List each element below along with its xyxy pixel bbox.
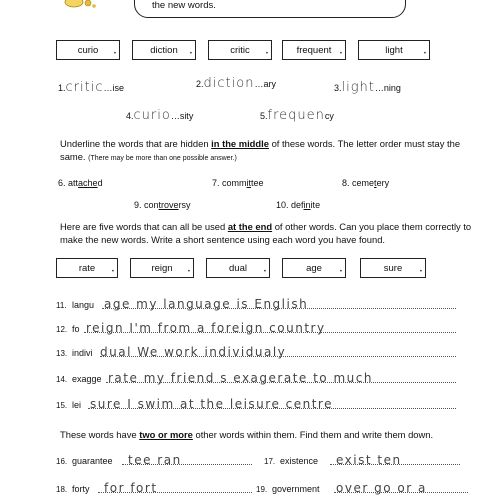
- word-box-label: dual: [229, 262, 247, 274]
- handwritten-answer: reign I'm from a foreign country: [86, 321, 326, 335]
- word-box: critic •: [208, 40, 272, 60]
- handwritten-answer: diction: [203, 76, 255, 91]
- handwritten-answer: light: [341, 80, 375, 95]
- word-box: sure •: [360, 258, 426, 278]
- word-box-label: critic: [230, 44, 250, 56]
- within-line-16: 16. guarantee tee ran: [56, 452, 256, 468]
- word-box: curio •: [56, 40, 120, 60]
- word-box-row-2: [0, 258, 499, 280]
- handwritten-answer: sure I swim at the leisure centre: [90, 397, 333, 411]
- hidden-word-8: 8. cemetery: [342, 178, 390, 188]
- word-box-label: reign: [151, 262, 173, 274]
- sentence-line-13: 13. indivi dual We work individualy: [56, 344, 456, 360]
- answer-line-3: 3.light…ning: [334, 80, 401, 95]
- word-box-row-1: [0, 40, 499, 62]
- within-line-17: 17. existence exist ten: [264, 452, 464, 468]
- word-box-label: rate: [78, 262, 96, 274]
- instruction-two-or-more: These words have two or more other words within them. Find them and write them down.: [60, 429, 434, 440]
- word-box-label: diction: [150, 44, 178, 56]
- answer-line-5: 5.frequency: [260, 108, 334, 123]
- handwritten-answer: tee ran: [128, 453, 182, 467]
- word-box: diction •: [132, 40, 196, 60]
- answer-line-4: 4.curio…sity: [126, 108, 194, 123]
- instruction-at-the-end: Here are five words that can all be used at the end of other words. Can you place them correctly to make the new words. Write a short sentence using each word you have found.: [60, 221, 472, 245]
- word-box-label: sure: [383, 262, 403, 274]
- hidden-word-9: 9. controversy: [134, 200, 191, 210]
- sentence-line-11: 11. langu age my language is English: [56, 296, 456, 312]
- within-line-18: 18. forty for fort: [56, 480, 256, 496]
- word-box-label: light: [385, 44, 403, 56]
- handwritten-answer: frequen: [267, 108, 325, 123]
- hidden-word-7: 7. committee: [212, 178, 264, 188]
- sentence-line-14: 14. exagge rate my friend s exagerate to much: [56, 370, 456, 386]
- word-box: reign •: [130, 258, 194, 278]
- handwritten-answer: critic: [65, 80, 104, 95]
- word-box-label: curio: [77, 44, 99, 56]
- handwritten-answer: dual We work individualy: [100, 345, 287, 359]
- word-box: frequent •: [282, 40, 346, 60]
- answer-line-2: 2.diction…ary: [196, 76, 276, 91]
- handwritten-answer: for fort: [104, 481, 158, 495]
- handwritten-answer: over go or a: [336, 481, 427, 495]
- handwritten-answer: curio: [133, 108, 171, 123]
- word-box-label: frequent: [296, 44, 332, 56]
- sentence-line-15: 15. lei sure I swim at the leisure centre: [56, 396, 456, 412]
- handwritten-answer: age my language is English: [104, 297, 309, 311]
- word-box: age •: [282, 258, 346, 278]
- within-line-19: 19. government over go or a: [256, 480, 472, 496]
- word-box: light •: [358, 40, 430, 60]
- sentence-line-12: 12. fo reign I'm from a foreign country: [56, 320, 456, 336]
- answer-line-1: 1.critic…ise: [58, 80, 124, 95]
- word-box: dual •: [206, 258, 270, 278]
- handwritten-answer: exist ten: [336, 453, 402, 467]
- bubble-text: the new words.: [152, 0, 216, 11]
- mascot-illustration: [62, 0, 98, 12]
- word-box: rate •: [56, 258, 118, 278]
- hidden-word-10: 10. definite: [276, 200, 321, 210]
- handwritten-answer: rate my friend s exagerate to much: [108, 371, 373, 385]
- instruction-hidden-middle: Underline the words that are hidden in the middle of these words. The letter order must stay the same. (There may be more than one possible answer.): [60, 138, 461, 162]
- hidden-word-6: 6. attached: [58, 178, 103, 188]
- word-box-label: age: [306, 262, 322, 274]
